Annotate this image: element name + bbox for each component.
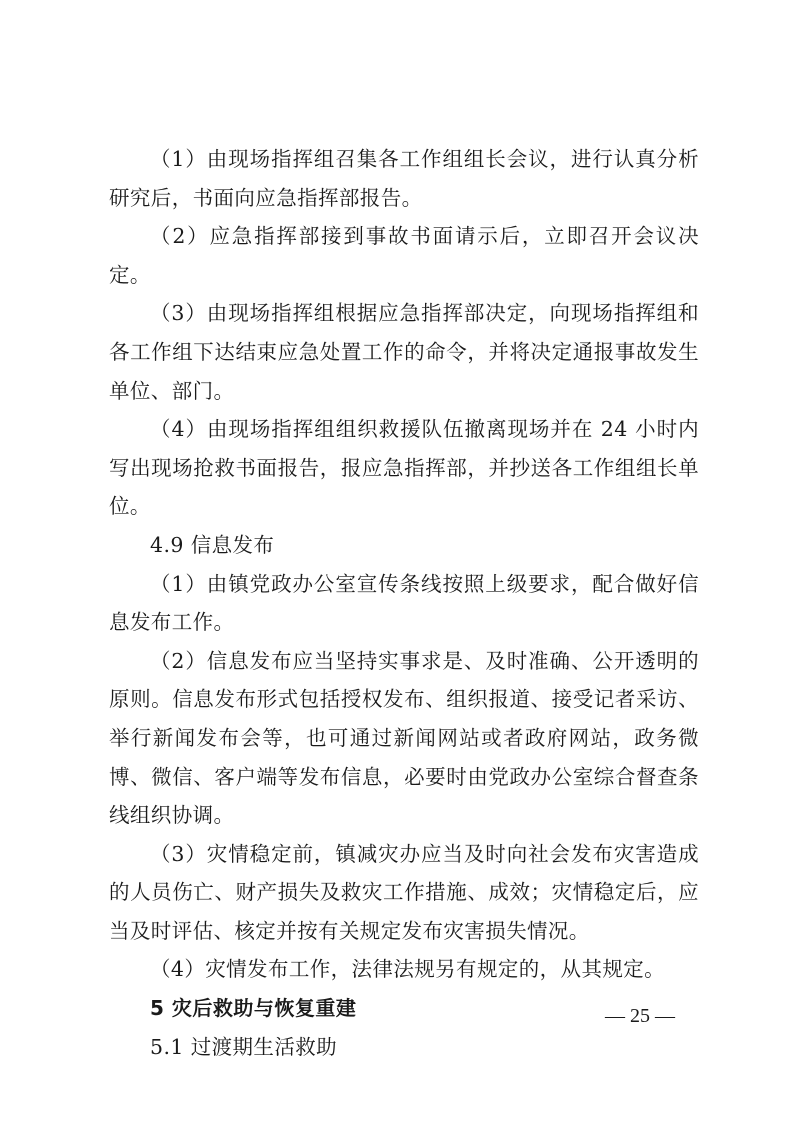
paragraph: （2）应急指挥部接到事故书面请示后，立即召开会议决定。 bbox=[109, 224, 699, 287]
section-title-4-9: 4.9 信息发布 bbox=[150, 532, 275, 557]
document-body bbox=[109, 140, 699, 1066]
paragraph: （1）由镇党政办公室宣传条线按照上级要求，配合做好信息发布工作。 bbox=[109, 571, 699, 635]
paragraph: （3）灾情稳定前，镇减灾办应当及时向社会发布灾害造成的人员伤亡、财产损失及救灾工作措施、成效；灾情稳定后，应当及时评估、核定并按有关规定发布灾害损失情况。 bbox=[109, 841, 699, 943]
page-number: — 25 — bbox=[605, 1005, 675, 1027]
paragraph: （3）由现场指挥组根据应急指挥部决定，向现场指挥组和各工作组下达结束应急处置工作的命令，并将决定通报事故发生单位、部门。 bbox=[109, 301, 699, 403]
paragraph: （1）由现场指挥组召集各工作组组长会议，进行认真分析研究后，书面向应急指挥部报告。 bbox=[109, 147, 699, 210]
paragraph: （2）信息发布应当坚持实事求是、及时准确、公开透明的原则。信息发布形式包括授权发布、组织报道、接受记者采访、举行新闻发布会等，也可通过新闻网站或者政府网站，政务微博、微信、客户端等发布信息，必要时由党政办公室综合督查条线组织协调。 bbox=[109, 648, 699, 828]
section-title-5: 5 灾后救助与恢复重建 bbox=[150, 996, 357, 1021]
subsection-title-5-1: 5.1 过渡期生活救助 bbox=[150, 1034, 338, 1059]
paragraph: （4）灾情发布工作，法律法规另有规定的，从其规定。 bbox=[150, 957, 666, 982]
paragraph: （4）由现场指挥组组织救援队伍撤离现场并在 24 小时内写出现场抢救书面报告，报应急指挥部，并抄送各工作组组长单位。 bbox=[109, 417, 699, 519]
